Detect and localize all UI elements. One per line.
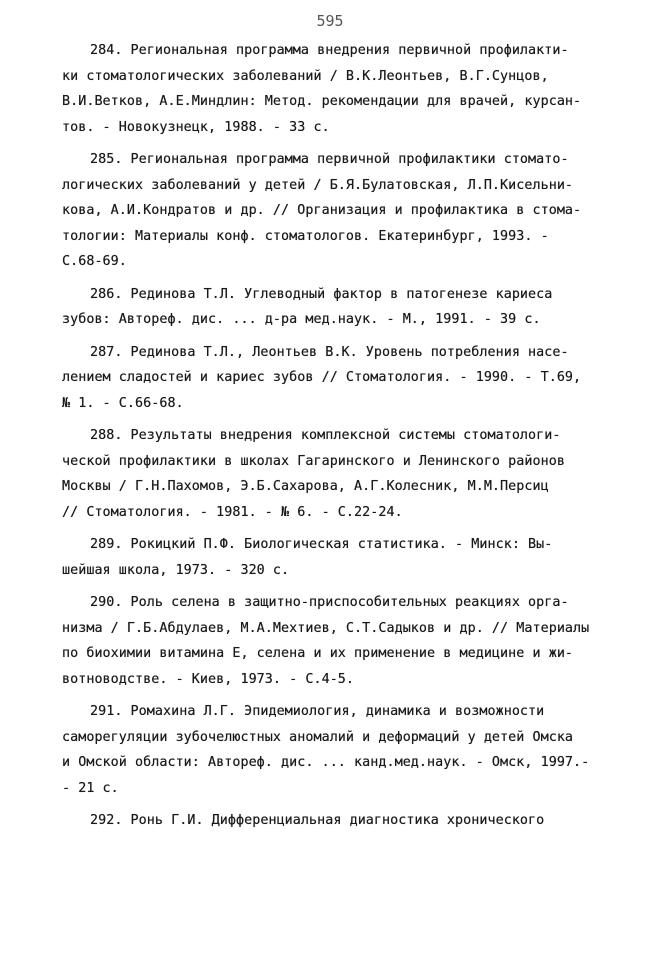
entry-line: лением сладостей и кариес зубов // Стоматология. - 1990. - Т.69,	[62, 370, 582, 385]
bibliography-entry-291	[62, 699, 602, 801]
entry-line: и Омской области: Автореф. дис. ... канд.мед.наук. - Омск, 1997.-	[62, 755, 590, 770]
entry-line: 287. Рединова Т.Л., Леонтьев В.К. Уровень потребления насе-	[90, 344, 569, 360]
entry-line: ки стоматологических заболеваний / В.К.Леонтьев, В.Г.Сунцов,	[62, 68, 549, 84]
bibliography-list	[62, 38, 602, 841]
bibliography-entry-288	[62, 423, 602, 525]
entry-line: - 21 с.	[62, 780, 119, 796]
entry-line: логических заболеваний у детей / Б.Я.Булатовская, Л.П.Кисельни-	[62, 177, 574, 193]
entry-line: шейшая школа, 1973. - 320 с.	[62, 562, 290, 578]
page-number: 595	[316, 12, 344, 30]
entry-line: по биохимии витамина Е, селена и их применение в медицине и жи-	[62, 646, 574, 661]
entry-line: зубов: Автореф. дис. ... д-ра мед.наук. - М., 1991. - 39 с.	[62, 312, 541, 327]
entry-line: ческой профилактики в школах Гагаринского и Ленинского районов	[62, 453, 565, 469]
entry-line: 284. Региональная программа внедрения первичной профилакти-	[90, 43, 569, 58]
entry-line: // Стоматология. - 1981. - № 6. - С.22-24.	[62, 504, 403, 520]
entry-line: тов. - Новокузнецк, 1988. - 33 с.	[62, 119, 330, 135]
entry-line: вотноводстве. - Киев, 1973. - С.4-5.	[62, 671, 355, 687]
entry-line: С.68-69.	[62, 254, 127, 269]
entry-line: 290. Роль селена в защитно-приспособительных реакциях орга-	[90, 595, 569, 610]
bibliography-entry-289	[62, 532, 602, 583]
entry-line: 288. Результаты внедрения комплексной системы стоматологи-	[90, 428, 561, 443]
entry-line: саморегуляции зубочелюстных аномалий и деформаций у детей Омска	[62, 729, 574, 745]
entry-line: 285. Региональная программа первичной профилактики стомато-	[90, 152, 569, 167]
bibliography-entry-287	[62, 340, 602, 417]
entry-line: 292. Ронь Г.И. Дифференциальная диагностика хронического	[90, 813, 545, 828]
entry-line: В.И.Ветков, А.Е.Миндлин: Метод. рекомендации для врачей, курсан-	[62, 94, 582, 109]
bibliography-entry-284	[62, 38, 602, 140]
bibliography-entry-290	[62, 590, 602, 692]
entry-line: 289. Рокицкий П.Ф. Биологическая статистика. - Минск: Вы-	[90, 537, 553, 552]
bibliography-entry-292	[62, 808, 602, 834]
entry-line: кова, А.И.Кондратов и др. // Организация и профилактика в стома-	[62, 203, 582, 218]
bibliography-entry-286	[62, 282, 602, 333]
bibliography-entry-285	[62, 147, 602, 275]
entry-line: тологии: Материалы конф. стоматологов. Екатеринбург, 1993. -	[62, 228, 549, 244]
entry-line: 291. Ромахина Л.Г. Эпидемиология, динамика и возможности	[90, 704, 545, 719]
entry-line: низма / Г.Б.Абдулаев, М.А.Мехтиев, С.Т.Садыков и др. // Материалы	[62, 620, 590, 636]
entry-line: 286. Рединова Т.Л. Углеводный фактор в патогенезе кариеса	[90, 286, 553, 302]
entry-line: № 1. - С.66-68.	[62, 395, 184, 411]
entry-line: Москвы / Г.Н.Пахомов, Э.Б.Сахарова, А.Г.Колесник, М.М.Персиц	[62, 479, 549, 494]
